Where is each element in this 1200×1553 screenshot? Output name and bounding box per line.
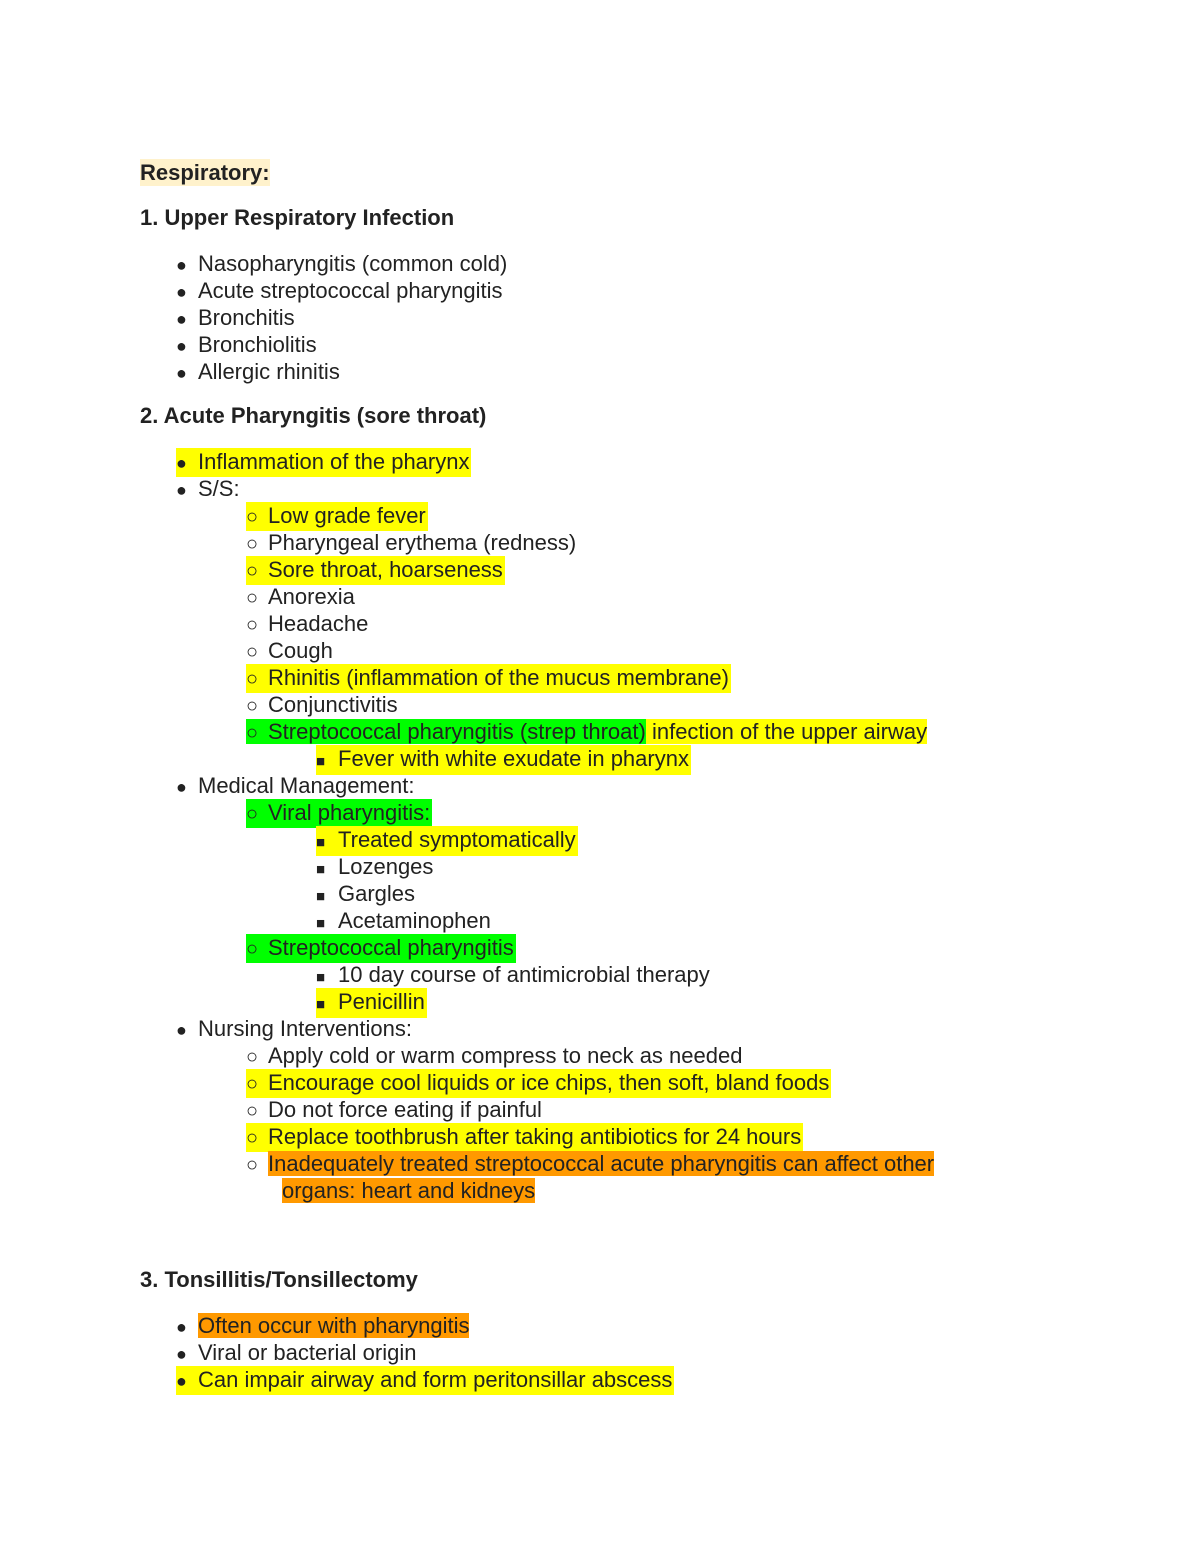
bullet-dot-icon: ●: [176, 1344, 187, 1364]
bullet-circle-icon: ○: [246, 1127, 259, 1149]
list-item: ○ Encourage cool liquids or ice chips, then soft, bland foods: [246, 1069, 831, 1098]
list-item: ■ Treated symptomatically: [316, 826, 578, 856]
list-item: ● S/S:: [176, 475, 240, 504]
list-item: ● Often occur with pharyngitis: [176, 1312, 469, 1341]
list-item: ○ Rhinitis (inflammation of the mucus membrane): [246, 664, 731, 693]
bullet-circle-icon: ○: [246, 803, 259, 825]
bullet-dot-icon: ●: [176, 777, 187, 797]
bullet-circle-icon: ○: [246, 938, 259, 960]
section3-title: 3. Tonsillitis/Tonsillectomy: [140, 1267, 418, 1292]
list-item: ● Can impair airway and form peritonsillar abscess: [176, 1366, 674, 1395]
list-item: ■ Acetaminophen: [316, 907, 491, 937]
bullet-dot-icon: ●: [176, 453, 187, 473]
section1-title: 1. Upper Respiratory Infection: [140, 205, 455, 230]
list-item: ○ Replace toothbrush after taking antibiotics for 24 hours: [246, 1123, 803, 1152]
bullet-dot-icon: ●: [176, 363, 187, 383]
bullet-circle-icon: ○: [246, 695, 259, 717]
bullet-square-icon: ■: [316, 834, 326, 851]
bullet-circle-icon: ○: [246, 1046, 259, 1068]
bullet-circle-icon: ○: [246, 1100, 259, 1122]
list-item: ○ Apply cold or warm compress to neck as needed: [246, 1042, 742, 1071]
bullet-dot-icon: ●: [176, 336, 187, 356]
list-item: ■ Fever with white exudate in pharynx: [316, 745, 691, 775]
bullet-dot-icon: ●: [176, 1317, 187, 1337]
bullet-square-icon: ■: [316, 861, 326, 878]
bullet-circle-icon: ○: [246, 1154, 259, 1176]
bullet-circle-icon: ○: [246, 587, 259, 609]
list-item: ● Allergic rhinitis: [176, 358, 340, 387]
bullet-dot-icon: ●: [176, 309, 187, 329]
bullet-circle-icon: ○: [246, 668, 259, 690]
bullet-circle-icon: ○: [246, 614, 259, 636]
list-item: ■ Lozenges: [316, 853, 433, 883]
list-item: ● Bronchiolitis: [176, 331, 317, 360]
bullet-square-icon: ■: [316, 969, 326, 986]
list-item: ○ Viral pharyngitis:: [246, 799, 432, 828]
list-item: ○ Sore throat, hoarseness: [246, 556, 505, 585]
list-item: ● Bronchitis: [176, 304, 295, 333]
bullet-dot-icon: ●: [176, 282, 187, 302]
bullet-circle-icon: ○: [246, 560, 259, 582]
list-item: ○ Anorexia: [246, 583, 355, 612]
list-item: ● Viral or bacterial origin: [176, 1339, 416, 1368]
list-item: ● Nasopharyngitis (common cold): [176, 250, 507, 279]
bullet-square-icon: ■: [316, 888, 326, 905]
bullet-dot-icon: ●: [176, 1020, 187, 1040]
list-item: ■ Penicillin: [316, 988, 427, 1018]
list-item: ○ Pharyngeal erythema (redness): [246, 529, 576, 558]
list-item: ■ Gargles: [316, 880, 415, 910]
bullet-square-icon: ■: [316, 753, 326, 770]
list-item: ○ Headache: [246, 610, 368, 639]
bullet-square-icon: ■: [316, 996, 326, 1013]
list-item: ○ Do not force eating if painful: [246, 1096, 542, 1125]
list-item: ● Inflammation of the pharynx: [176, 448, 471, 477]
list-item: ● Acute streptococcal pharyngitis: [176, 277, 503, 306]
list-item: ○ Conjunctivitis: [246, 691, 398, 720]
bullet-dot-icon: ●: [176, 1371, 187, 1391]
bullet-circle-icon: ○: [246, 722, 259, 744]
list-item: ○ Streptococcal pharyngitis (strep throat) infection of the upper airway: [246, 718, 927, 747]
bullet-circle-icon: ○: [246, 641, 259, 663]
list-item: ● Medical Management:: [176, 772, 414, 801]
list-item: ■ 10 day course of antimicrobial therapy: [316, 961, 710, 991]
bullet-circle-icon: ○: [246, 1073, 259, 1095]
list-item: ● Nursing Interventions:: [176, 1015, 412, 1044]
bullet-dot-icon: ●: [176, 255, 187, 275]
list-item: ○ Inadequately treated streptococcal acute pharyngitis can affect other: [246, 1150, 934, 1179]
bullet-circle-icon: ○: [246, 506, 259, 528]
bullet-circle-icon: ○: [246, 533, 259, 555]
list-item: ○ Streptococcal pharyngitis: [246, 934, 516, 963]
list-item: ○ Cough: [246, 637, 333, 666]
section2-title: 2. Acute Pharyngitis (sore throat): [140, 403, 487, 428]
page-heading: Respiratory:: [140, 160, 270, 185]
list-item-continuation: organs: heart and kidneys: [282, 1178, 536, 1203]
list-item: ○ Low grade fever: [246, 502, 428, 531]
bullet-square-icon: ■: [316, 915, 326, 932]
bullet-dot-icon: ●: [176, 480, 187, 500]
